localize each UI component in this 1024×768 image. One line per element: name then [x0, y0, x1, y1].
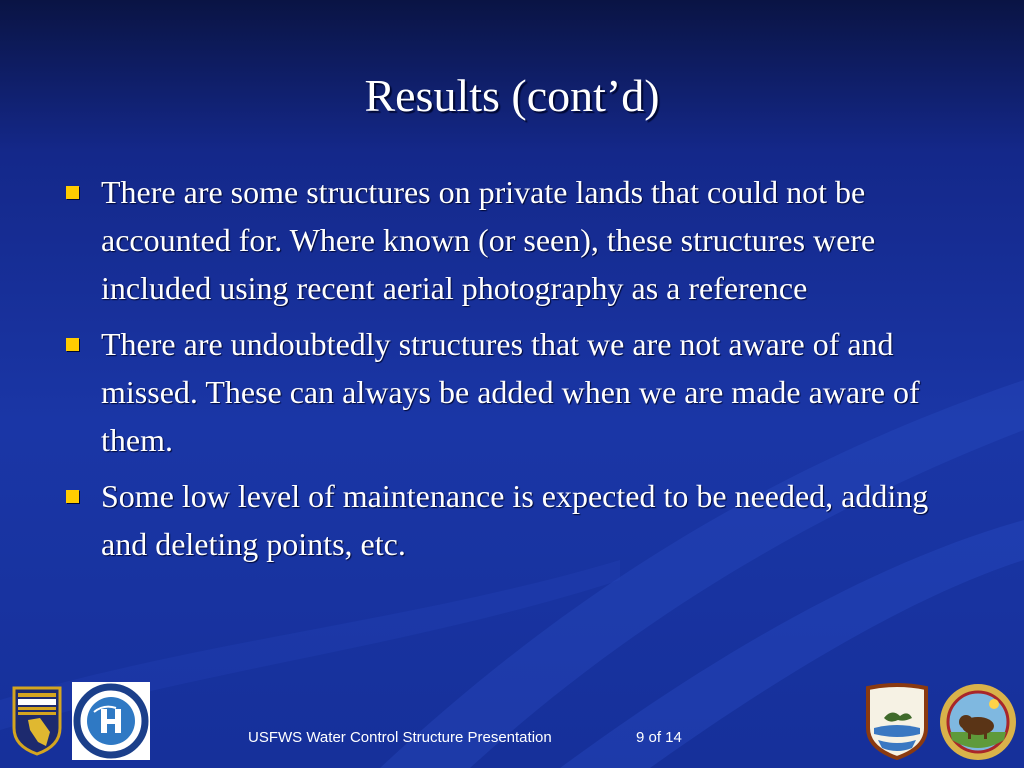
- slide-title: Results (cont’d): [364, 70, 660, 121]
- bullet-text: There are undoubtedly structures that we are not aware of and missed. These can always be added when we are made aware of them.: [101, 326, 920, 458]
- bullet-text: There are some structures on private lands that could not be accounted for. Where known (or seen), these structures were included using recent aerial photography as a reference: [101, 174, 876, 306]
- usfws-shield-icon: [864, 682, 930, 760]
- footer-page-number: 9 of 14: [636, 729, 682, 746]
- bullet-item: [64, 168, 964, 312]
- department-of-interior-seal-icon: [938, 682, 1018, 762]
- bullet-list: [64, 168, 964, 576]
- bullet-marker-icon: [66, 186, 79, 199]
- bullet-marker-icon: [66, 490, 79, 503]
- bullet-item: [64, 320, 964, 464]
- california-dfg-badge-icon: [10, 684, 64, 756]
- humboldt-bay-harbor-district-seal-icon: [72, 682, 150, 760]
- bullet-text: Some low level of maintenance is expected to be needed, adding and deleting points, etc.: [101, 478, 929, 562]
- bullet-marker-icon: [66, 338, 79, 351]
- footer-presentation-title: USFWS Water Control Structure Presentation: [248, 729, 552, 746]
- bullet-item: [64, 472, 964, 568]
